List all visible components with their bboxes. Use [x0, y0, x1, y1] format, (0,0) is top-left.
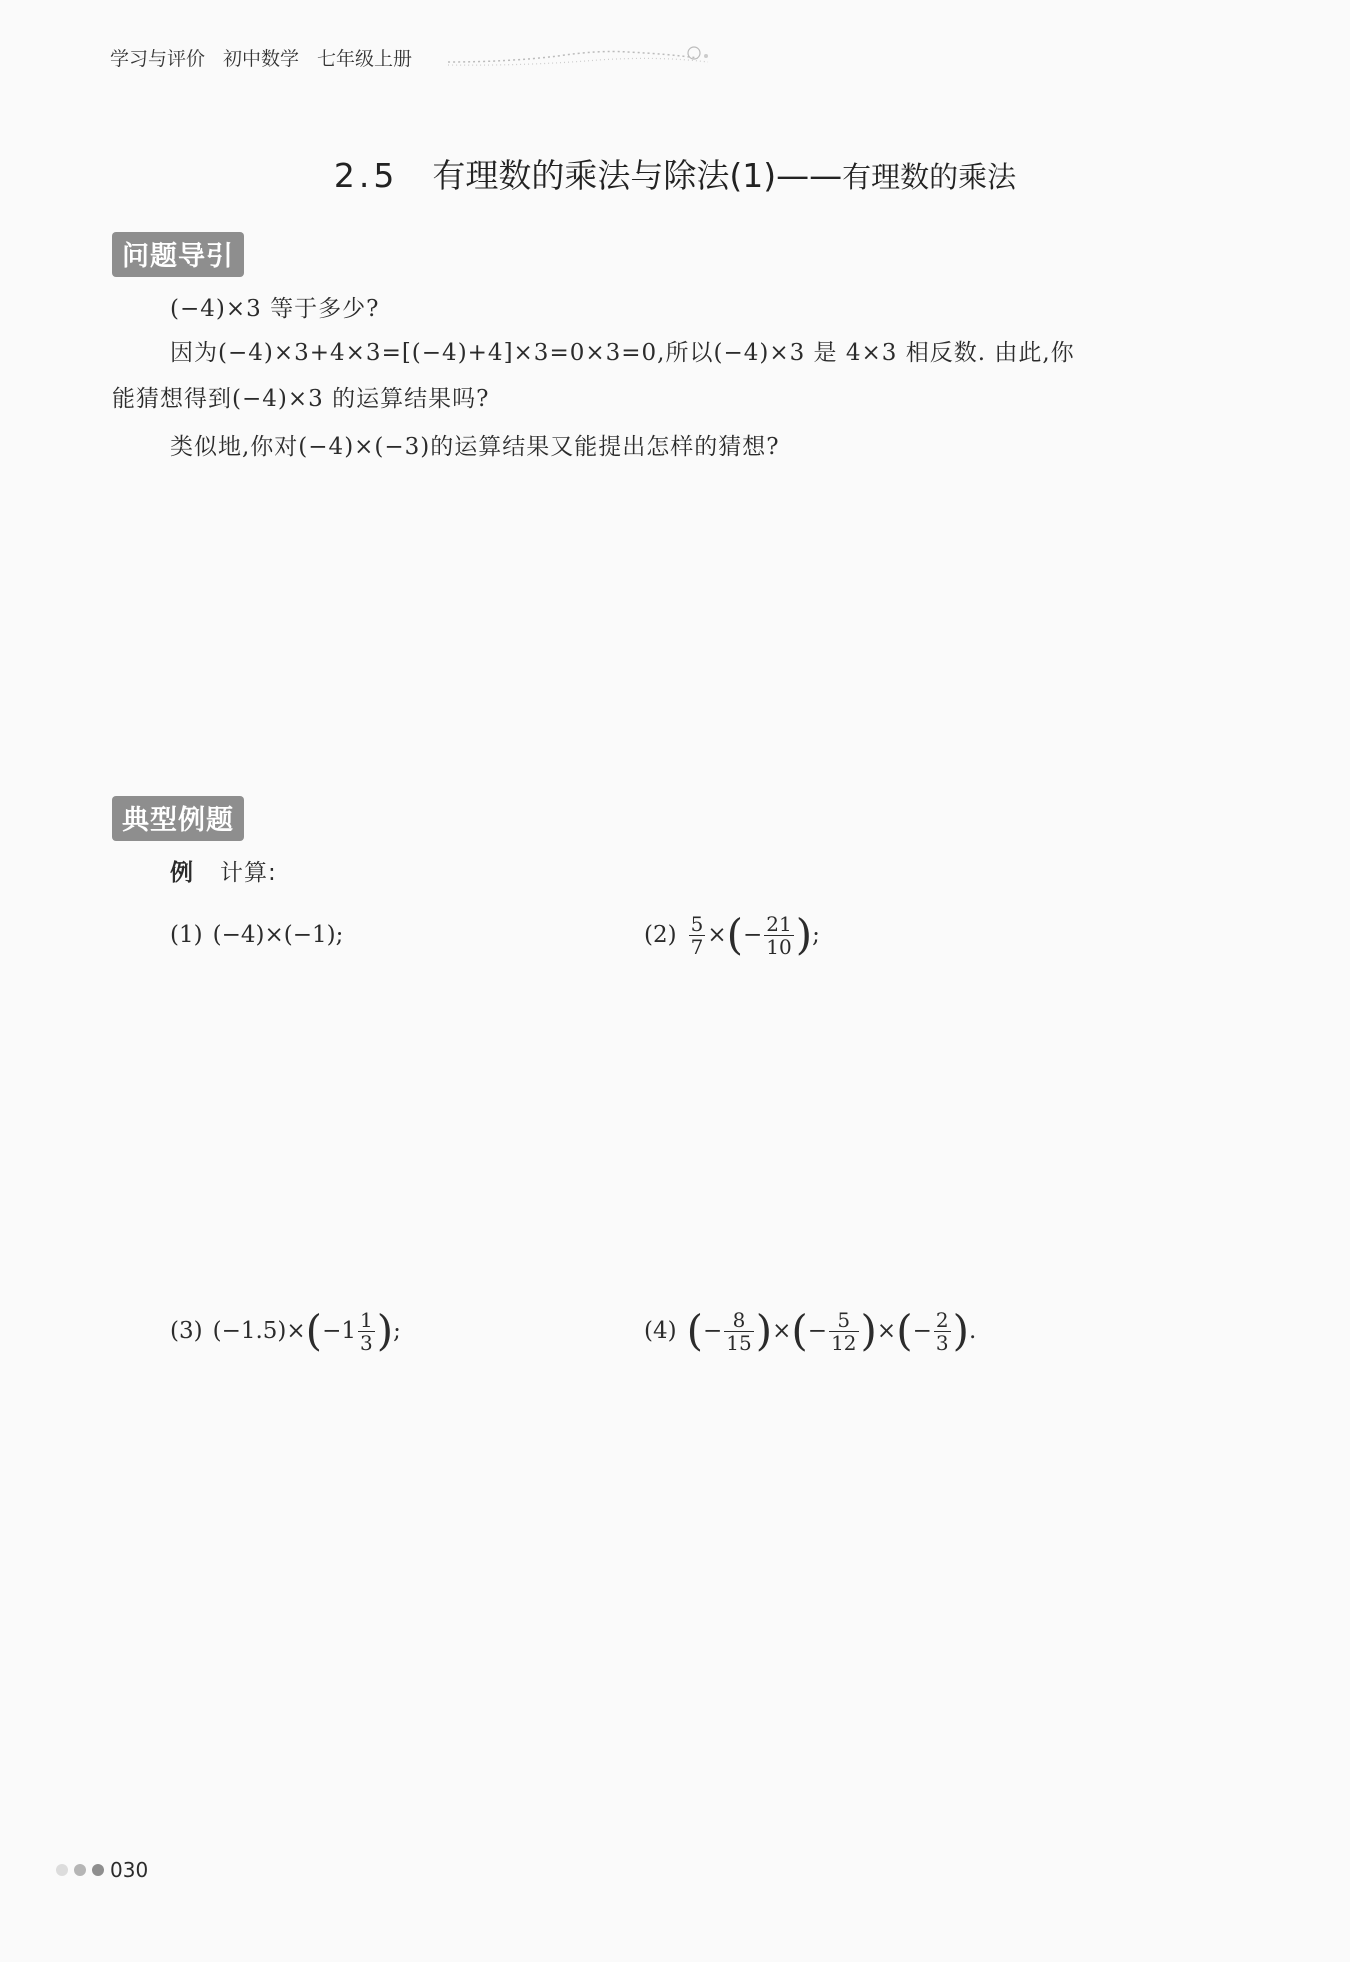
q1-label: (1) [170, 922, 203, 948]
header-subject: 初中数学 [223, 48, 300, 70]
section-number: 2.5 [333, 156, 399, 195]
q4-label: (4) [644, 1318, 677, 1344]
tag-problem-intro: 问题导引 [112, 232, 244, 277]
question-4: (4) ( − $\frac{8}{15}$ ) × ( − $\frac{5}{12}$ ) × ( − $\frac{2}{3}$ ) . [644, 1306, 977, 1355]
header-grade: 七年级上册 [317, 48, 413, 70]
header-dotted-decoration [448, 40, 748, 70]
title-sub: 有理数的乘法 [842, 160, 1017, 194]
intro-paragraph-line1: 因为(−4)×3+4×3=[(−4)+4]×3=0×3=0,所以(−4)×3 是 4×3 相反数. 由此,你 [170, 340, 1075, 366]
q4-fraction-c: $\frac{2}{3}$ [935, 1307, 949, 1355]
question-1 [170, 912, 343, 958]
intro-paragraph-line2: 能猜想得到(−4)×3 的运算结果吗? [112, 386, 490, 412]
footer-dot-mid [74, 1864, 86, 1876]
page-footer [56, 1858, 148, 1882]
q3-fraction: $\frac{1}{3}$ [359, 1307, 373, 1355]
example-label: 例 [170, 860, 194, 886]
page-number: 030 [110, 1858, 149, 1882]
q2-label: (2) [644, 922, 677, 948]
q1-expression: (−4)×(−1); [212, 922, 344, 948]
footer-dot-dark [92, 1864, 104, 1876]
footer-dot-light [56, 1864, 68, 1876]
q4-fraction-b: $\frac{5}{12}$ [831, 1307, 857, 1355]
intro-question: (−4)×3 等于多少? [170, 296, 380, 322]
q3-label: (3) [170, 1318, 203, 1344]
header-book: 学习与评价 [110, 48, 206, 70]
page-title [0, 150, 1350, 197]
title-main: 有理数的乘法与除法(1)—— [432, 156, 843, 195]
q2-fraction-b: $\frac{21}{10}$ [766, 911, 792, 959]
tag-typical-examples: 典型例题 [112, 796, 244, 841]
running-header [110, 44, 430, 71]
example-text: 计算: [220, 860, 277, 886]
q2-fraction-a: $\frac{5}{7}$ [690, 911, 704, 959]
question-2: (2) $\frac{5}{7}$ × ( − $\frac{21}{10}$ ) ; [644, 910, 820, 959]
intro-paragraph-line3: 类似地,你对(−4)×(−3)的运算结果又能提出怎样的猜想? [170, 434, 780, 460]
example-heading [170, 854, 277, 887]
q4-fraction-a: $\frac{8}{15}$ [726, 1307, 752, 1355]
question-3: (3) (−1.5)× ( −1 $\frac{1}{3}$ ) ; [170, 1306, 401, 1355]
